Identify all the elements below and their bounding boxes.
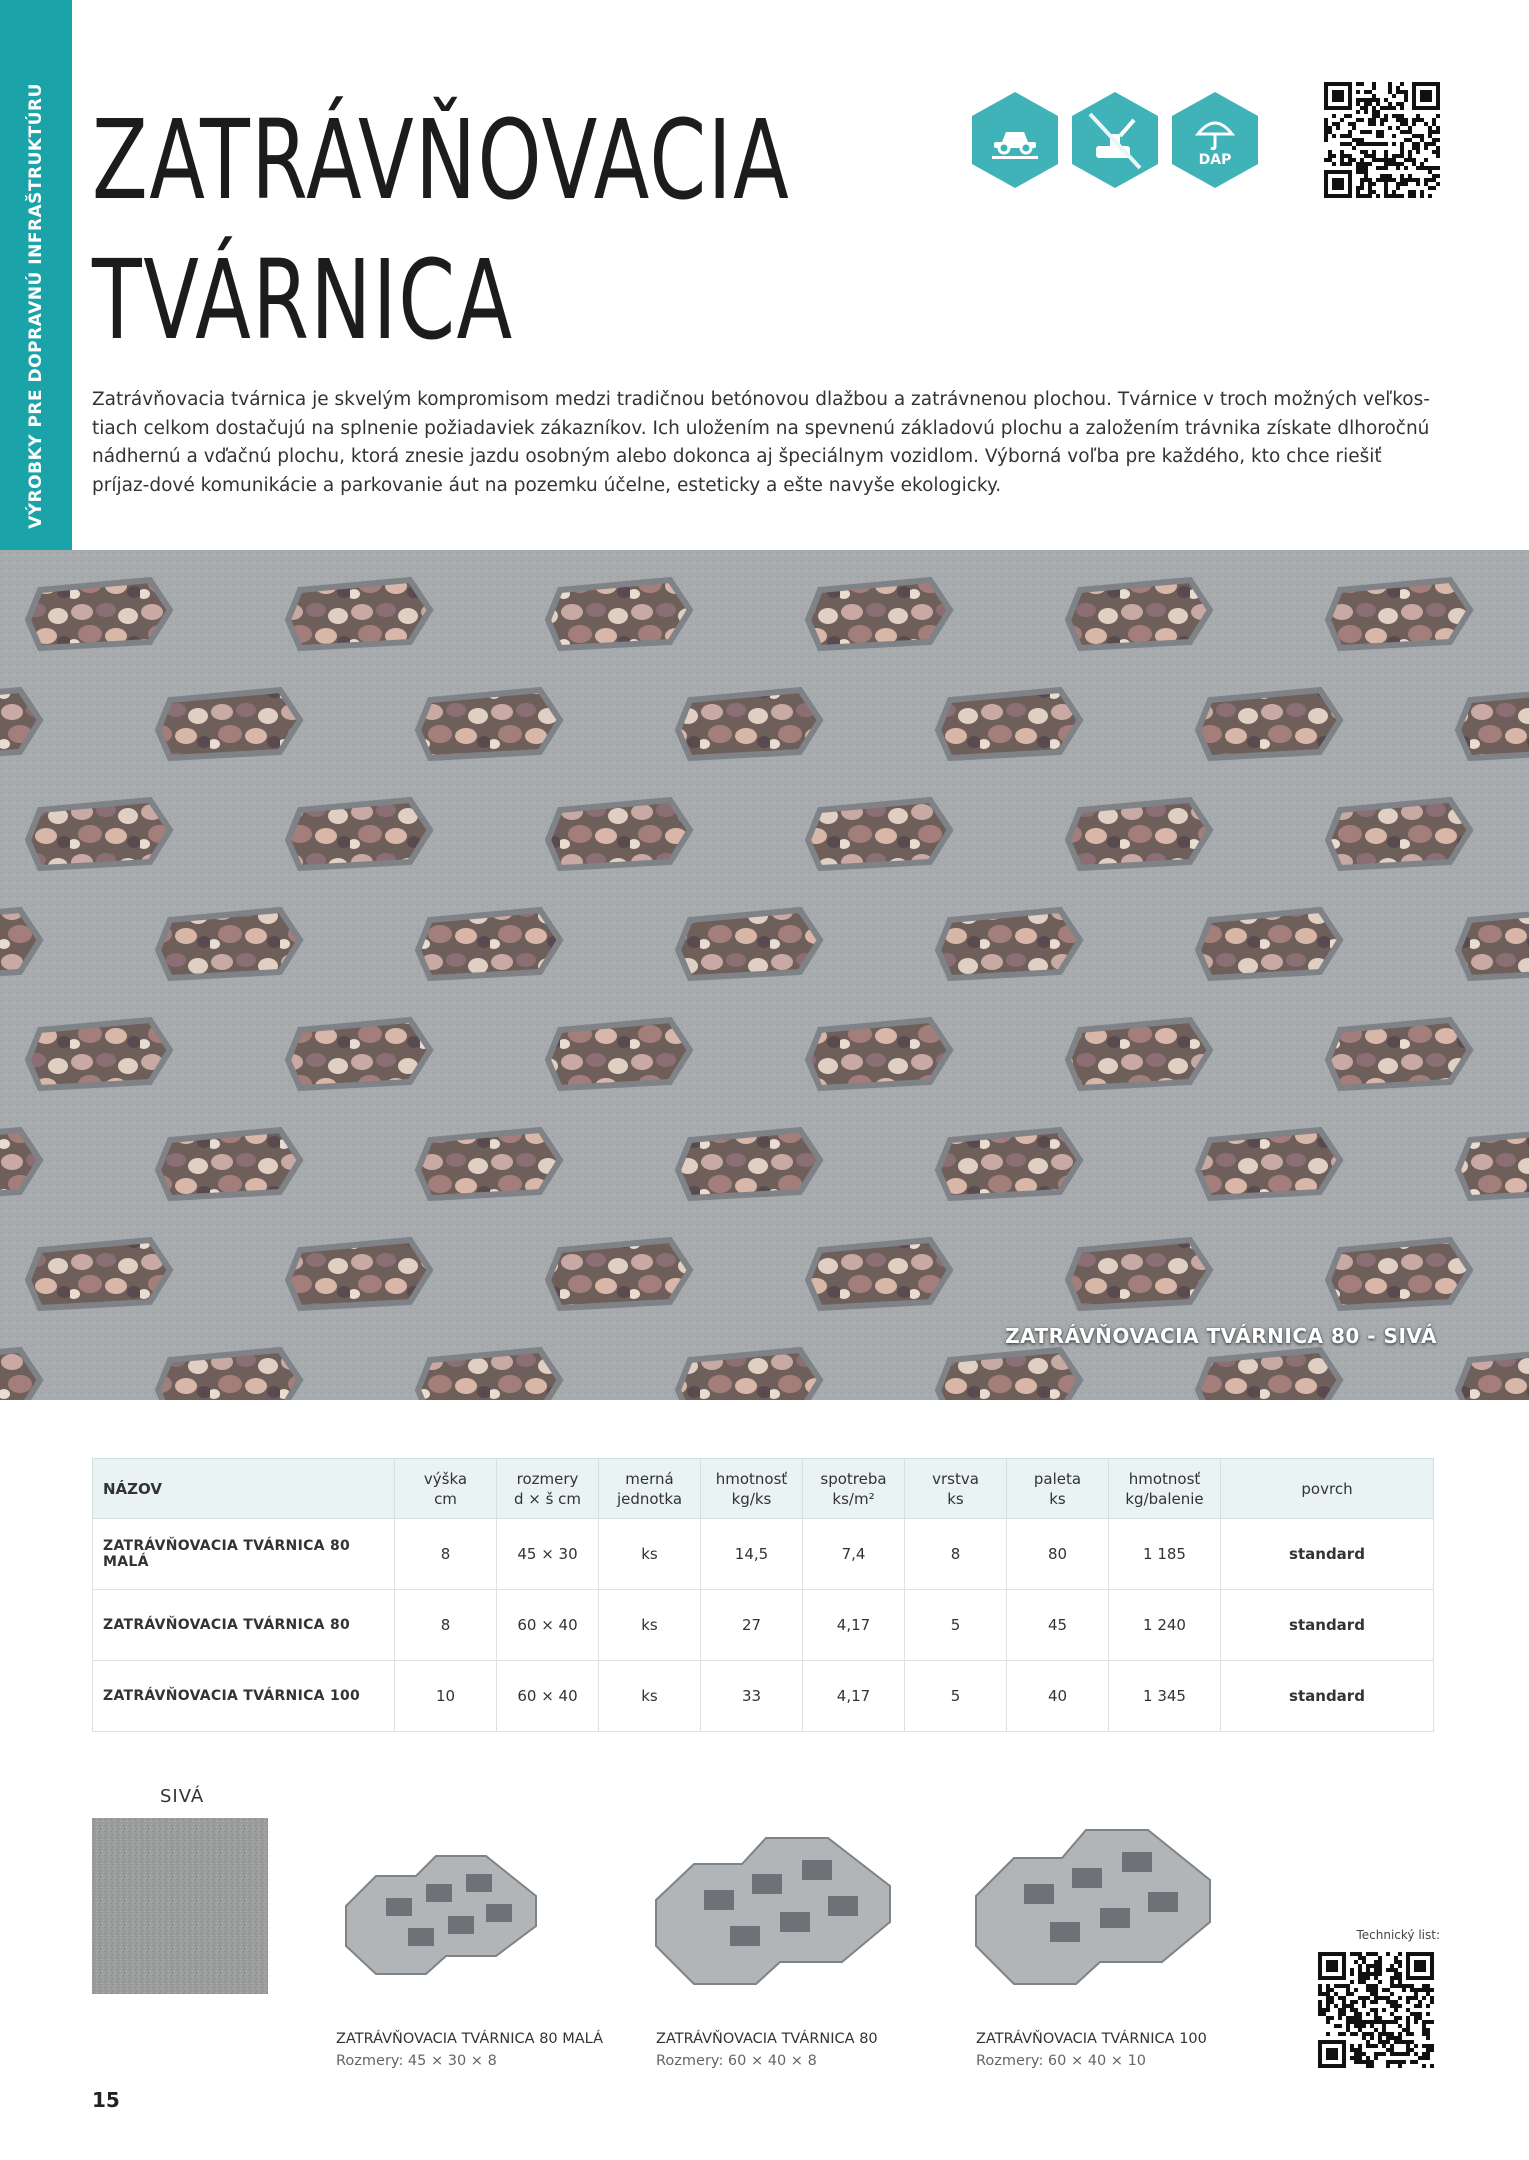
- umbrella-icon: [1170, 90, 1260, 190]
- table-header-row: [93, 1459, 1434, 1519]
- product-photo: [0, 550, 1529, 1400]
- photo-caption: ZATRÁVŇOVACIA TVÁRNICA 80 - SIVÁ: [1005, 1324, 1437, 1348]
- cell-consumption: 7,4: [803, 1519, 905, 1590]
- cell-height: 8: [395, 1519, 497, 1590]
- cell-package-weight: 1 185: [1109, 1519, 1221, 1590]
- intro-text: Zatrávňovacia tvárnica je skvelým kompromisom medzi tradičnou betónovou dlažbou a zatrávnenou plochou. Tvárnice v troch možných veľkos-tiach celkom dostačujú na splnenie požiadaviek zákazníkov. Ich uložením na spevnenú základovú plochu a založením trávnika získate dlhoročnú nádhernú a vďačnú plochu, ktorá znesie jazdu osobným alebo dokonca aj špeciálnym vozidlom. Výborná voľba pre každého, kto chce riešiť príjaz-dové komunikácie a parkovanie áut na pozemku účelne, esteticky a ešte navyše ekologicky.: [92, 389, 1430, 496]
- cell-package-weight: 1 345: [1109, 1661, 1221, 1732]
- cell-unit: ks: [599, 1519, 701, 1590]
- tech-sheet-label: Technický list:: [1356, 1928, 1440, 1942]
- header-layer: vrstva ks: [905, 1459, 1007, 1519]
- page-number: 15: [92, 2088, 120, 2112]
- cell-layer: 8: [905, 1519, 1007, 1590]
- cell-layer: 5: [905, 1590, 1007, 1661]
- cell-weight: 33: [701, 1661, 803, 1732]
- cell-name: ZATRÁVŇOVACIA TVÁRNICA 80: [93, 1590, 395, 1661]
- header-pallet: paleta ks: [1007, 1459, 1109, 1519]
- cell-pallet: 80: [1007, 1519, 1109, 1590]
- header-consumption: spotreba ks/m²: [803, 1459, 905, 1519]
- cell-height: 10: [395, 1661, 497, 1732]
- cell-package-weight: 1 240: [1109, 1590, 1221, 1661]
- cell-consumption: 4,17: [803, 1590, 905, 1661]
- cell-layer: 5: [905, 1661, 1007, 1732]
- spec-table: [92, 1458, 1434, 1732]
- product-image-80-mala: [336, 1836, 546, 1976]
- cell-name: ZATRÁVŇOVACIA TVÁRNICA 80 MALÁ: [93, 1519, 395, 1590]
- product-caption-80-mala: [336, 2028, 603, 2072]
- qr-code-top[interactable]: [1324, 82, 1440, 198]
- header-height: výška cm: [395, 1459, 497, 1519]
- product-caption-80: [656, 2028, 878, 2072]
- cell-unit: ks: [599, 1661, 701, 1732]
- cell-weight: 27: [701, 1590, 803, 1661]
- dap-label: DAP: [1198, 152, 1232, 168]
- vehicle-load-icon: [970, 90, 1060, 190]
- header-package-weight: hmotnosť kg/balenie: [1109, 1459, 1221, 1519]
- no-compaction-icon: [1070, 90, 1160, 190]
- header-unit: merná jednotka: [599, 1459, 701, 1519]
- product-image-100: [966, 1810, 1220, 1986]
- header-dimensions: rozmery d × š cm: [497, 1459, 599, 1519]
- cell-surface: standard: [1221, 1590, 1434, 1661]
- color-label: SIVÁ: [160, 1786, 205, 1807]
- side-tab-label: VÝROBKY PRE DOPRAVNÚ INFRAŠTRUKTÚRU: [26, 83, 46, 529]
- header-surface: povrch: [1221, 1459, 1434, 1519]
- qr-code-tech-sheet[interactable]: [1318, 1952, 1434, 2068]
- cell-pallet: 45: [1007, 1590, 1109, 1661]
- product-size: Rozmery: 60 × 40 × 10: [976, 2053, 1147, 2069]
- color-swatch-grey: [92, 1818, 268, 1994]
- cell-name: ZATRÁVŇOVACIA TVÁRNICA 100: [93, 1661, 395, 1732]
- product-image-80: [646, 1816, 900, 1986]
- product-size: Rozmery: 45 × 30 × 8: [336, 2053, 497, 2069]
- product-size: Rozmery: 60 × 40 × 8: [656, 2053, 817, 2069]
- cell-weight: 14,5: [701, 1519, 803, 1590]
- cell-pallet: 40: [1007, 1661, 1109, 1732]
- side-tab: [0, 0, 72, 612]
- header-weight: hmotnosť kg/ks: [701, 1459, 803, 1519]
- cell-surface: standard: [1221, 1661, 1434, 1732]
- product-name: ZATRÁVŇOVACIA TVÁRNICA 80 MALÁ: [336, 2031, 604, 2047]
- product-name: ZATRÁVŇOVACIA TVÁRNICA 80: [656, 2031, 878, 2047]
- cell-unit: ks: [599, 1590, 701, 1661]
- cell-surface: standard: [1221, 1519, 1434, 1590]
- product-caption-100: [976, 2028, 1207, 2072]
- title-line-2: TVÁRNICA: [92, 236, 514, 364]
- table-row: [93, 1590, 1434, 1661]
- header-name: NÁZOV: [93, 1459, 395, 1519]
- cell-dimensions: 60 × 40: [497, 1590, 599, 1661]
- page-title: [92, 90, 790, 370]
- product-name: ZATRÁVŇOVACIA TVÁRNICA 100: [976, 2031, 1207, 2047]
- cell-consumption: 4,17: [803, 1661, 905, 1732]
- table-row: [93, 1661, 1434, 1732]
- cell-dimensions: 60 × 40: [497, 1661, 599, 1732]
- table-row: [93, 1519, 1434, 1590]
- cell-dimensions: 45 × 30: [497, 1519, 599, 1590]
- title-line-1: ZATRÁVŇOVACIA: [92, 96, 791, 224]
- feature-badges: [970, 90, 1270, 194]
- cell-height: 8: [395, 1590, 497, 1661]
